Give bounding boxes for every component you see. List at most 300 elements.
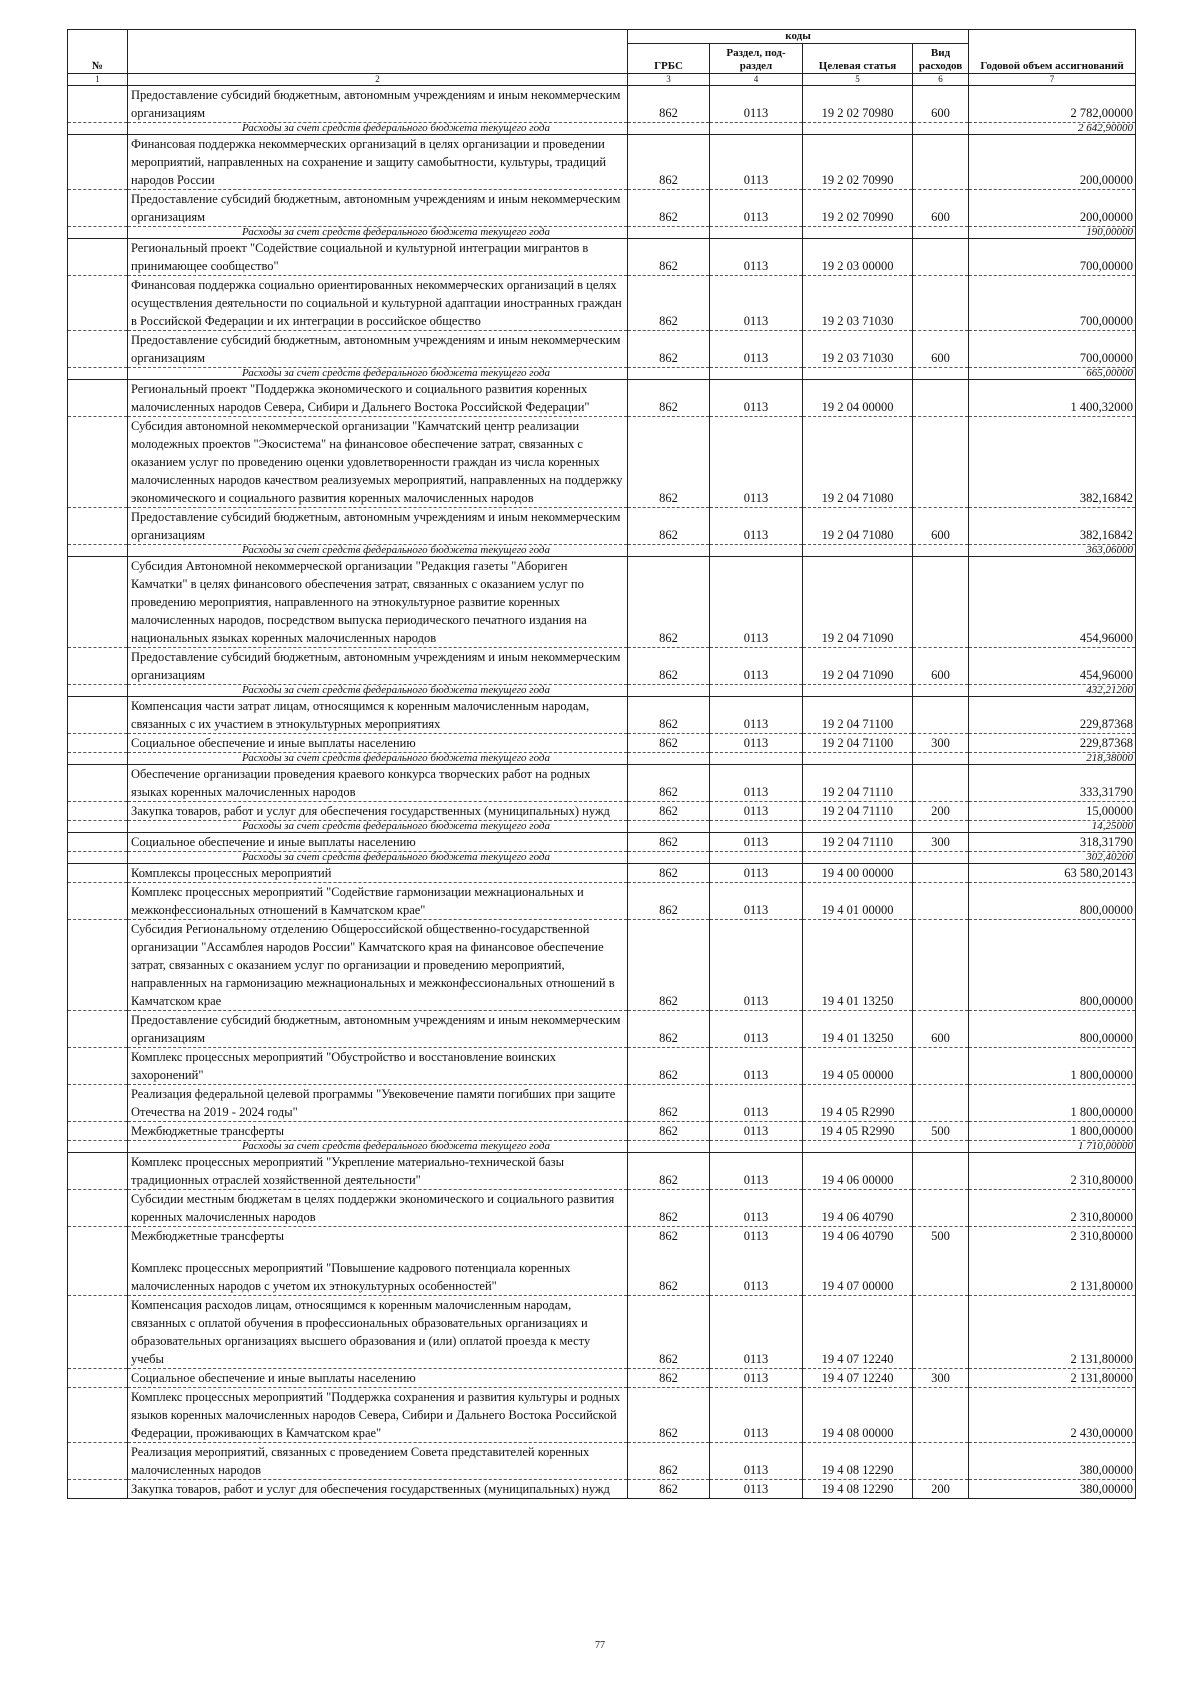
amount-cell: 665,00000 <box>969 368 1136 380</box>
expense-type-cell <box>913 227 969 239</box>
expense-type-cell <box>913 852 969 864</box>
name-cell: Расходы за счет средств федерального бюджета текущего года <box>128 1141 628 1153</box>
header-colnum: 6 <box>913 74 969 86</box>
expense-type-cell <box>913 920 969 1011</box>
num-cell <box>68 86 128 123</box>
name-cell: Предоставление субсидий бюджетным, автономным учреждениям и иным некоммерческим организациям <box>128 190 628 227</box>
amount-cell: 2 310,80000 <box>969 1153 1136 1190</box>
page-number: 77 <box>595 1640 605 1651</box>
target-cell: 19 2 04 00000 <box>803 380 913 417</box>
header-codes: коды <box>628 30 969 44</box>
section-cell: 0113 <box>710 697 803 734</box>
header-num: № <box>68 30 128 74</box>
amount-cell: 454,96000 <box>969 648 1136 685</box>
amount-cell: 190,00000 <box>969 227 1136 239</box>
federal-budget-row <box>68 685 1136 697</box>
expense-type-cell <box>913 1259 969 1296</box>
name-cell: Региональный проект "Поддержка экономического и социального развития коренных малочисленных народов Севера, Сибири и Дальнего Востока Российской Федерации" <box>128 380 628 417</box>
target-cell: 19 4 06 40790 <box>803 1190 913 1227</box>
target-cell <box>803 685 913 697</box>
num-cell <box>68 734 128 753</box>
section-cell: 0113 <box>710 920 803 1011</box>
expense-type-cell: 600 <box>913 86 969 123</box>
name-cell: Предоставление субсидий бюджетным, автономным учреждениям и иным некоммерческим организациям <box>128 648 628 685</box>
amount-cell: 380,00000 <box>969 1480 1136 1499</box>
expense-type-cell: 600 <box>913 190 969 227</box>
grbs-cell: 862 <box>628 765 710 802</box>
num-cell <box>68 753 128 765</box>
amount-cell: 2 782,00000 <box>969 86 1136 123</box>
section-cell: 0113 <box>710 883 803 920</box>
num-cell <box>68 276 128 331</box>
section-cell: 0113 <box>710 1190 803 1227</box>
amount-cell: 15,00000 <box>969 802 1136 821</box>
name-cell: Межбюджетные трансферты <box>128 1227 628 1246</box>
target-cell: 19 2 04 71110 <box>803 833 913 852</box>
section-cell: 0113 <box>710 1388 803 1443</box>
section-cell <box>710 545 803 557</box>
target-cell: 19 4 01 00000 <box>803 883 913 920</box>
amount-cell: 454,96000 <box>969 557 1136 648</box>
budget-table <box>67 29 1136 1499</box>
target-cell: 19 2 04 71110 <box>803 802 913 821</box>
table-row <box>68 190 1136 227</box>
federal-budget-row <box>68 852 1136 864</box>
table-body <box>68 86 1136 1499</box>
num-cell <box>68 331 128 368</box>
amount-cell: 2 310,80000 <box>969 1190 1136 1227</box>
num-cell <box>68 697 128 734</box>
table-row <box>68 1480 1136 1499</box>
expense-type-cell <box>913 883 969 920</box>
grbs-cell <box>628 123 710 135</box>
grbs-cell: 862 <box>628 697 710 734</box>
amount-cell: 380,00000 <box>969 1443 1136 1480</box>
num-cell <box>68 802 128 821</box>
section-cell <box>710 368 803 380</box>
header-colnum: 4 <box>710 74 803 86</box>
table-row <box>68 331 1136 368</box>
grbs-cell: 862 <box>628 1388 710 1443</box>
table-row <box>68 86 1136 123</box>
grbs-cell: 862 <box>628 276 710 331</box>
name-cell: Региональный проект "Содействие социальной и культурной интеграции мигрантов в принимающее сообщество" <box>128 239 628 276</box>
name-cell: Расходы за счет средств федерального бюджета текущего года <box>128 852 628 864</box>
section-cell: 0113 <box>710 1369 803 1388</box>
name-cell: Компенсация части затрат лицам, относящимся к коренным малочисленным народам, связанных с их участием в этнокультурных мероприятиях <box>128 697 628 734</box>
amount-cell: 700,00000 <box>969 276 1136 331</box>
expense-type-cell <box>913 1190 969 1227</box>
num-cell <box>68 545 128 557</box>
num-cell <box>68 1153 128 1190</box>
section-cell: 0113 <box>710 648 803 685</box>
name-cell: Компенсация расходов лицам, относящимся к коренным малочисленным народам, связанных с оплатой обучения в профессиональных образовательных организациях и образовательных организациях высшего образования и (или) оплатой проезда к месту учебы <box>128 1296 628 1369</box>
grbs-cell: 862 <box>628 1296 710 1369</box>
grbs-cell: 862 <box>628 1259 710 1296</box>
num-cell <box>68 1480 128 1499</box>
table-row <box>68 802 1136 821</box>
expense-type-cell: 600 <box>913 1011 969 1048</box>
expense-type-cell <box>913 1443 969 1480</box>
target-cell: 19 4 01 13250 <box>803 1011 913 1048</box>
target-cell <box>803 1141 913 1153</box>
num-cell <box>68 1048 128 1085</box>
federal-budget-row <box>68 123 1136 135</box>
name-cell: Субсидия Автономной некоммерческой организации "Редакция газеты "Абориген Камчатки" в целях финансового обеспечения затрат, связанных с оказанием услуг по проведению мероприятия, направленного на этнокультурное развитие коренных малочисленных народов, посредством выпуска периодического печатного издания на национальных языках коренных малочисленных народов <box>128 557 628 648</box>
section-cell: 0113 <box>710 1153 803 1190</box>
table-row <box>68 1369 1136 1388</box>
section-cell: 0113 <box>710 380 803 417</box>
amount-cell: 2 310,80000 <box>969 1227 1136 1246</box>
section-cell: 0113 <box>710 417 803 508</box>
grbs-cell: 862 <box>628 331 710 368</box>
table-row <box>68 1190 1136 1227</box>
amount-cell: 302,40200 <box>969 852 1136 864</box>
name-cell: Предоставление субсидий бюджетным, автономным учреждениям и иным некоммерческим организациям <box>128 508 628 545</box>
name-cell: Расходы за счет средств федерального бюджета текущего года <box>128 227 628 239</box>
spacer-cell <box>128 1245 628 1259</box>
name-cell: Финансовая поддержка социально ориентированных некоммерческих организаций в целях осуществления деятельности по социальной и культурной адаптации иностранных граждан в Российской Федерации и их интеграции в российское общество <box>128 276 628 331</box>
grbs-cell <box>628 753 710 765</box>
section-cell <box>710 821 803 833</box>
target-cell: 19 4 06 40790 <box>803 1227 913 1246</box>
section-cell: 0113 <box>710 1085 803 1122</box>
num-cell <box>68 123 128 135</box>
section-cell: 0113 <box>710 1122 803 1141</box>
header-name <box>128 30 628 74</box>
grbs-cell <box>628 227 710 239</box>
target-cell: 19 4 00 00000 <box>803 864 913 883</box>
table-row <box>68 1259 1136 1296</box>
header-expense-type: Вид расходов <box>913 44 969 74</box>
num-cell <box>68 833 128 852</box>
amount-cell: 1 710,00000 <box>969 1141 1136 1153</box>
name-cell: Закупка товаров, работ и услуг для обеспечения государственных (муниципальных) нужд <box>128 802 628 821</box>
target-cell: 19 4 08 00000 <box>803 1388 913 1443</box>
header-grbs: ГРБС <box>628 44 710 74</box>
table-row <box>68 1296 1136 1369</box>
grbs-cell: 862 <box>628 734 710 753</box>
num-cell <box>68 821 128 833</box>
amount-cell: 1 800,00000 <box>969 1085 1136 1122</box>
expense-type-cell <box>913 545 969 557</box>
table-row <box>68 920 1136 1011</box>
section-cell <box>710 123 803 135</box>
name-cell: Социальное обеспечение и иные выплаты населению <box>128 833 628 852</box>
header-colnum: 7 <box>969 74 1136 86</box>
header-colnum: 1 <box>68 74 128 86</box>
amount-cell: 700,00000 <box>969 331 1136 368</box>
name-cell: Расходы за счет средств федерального бюджета текущего года <box>128 368 628 380</box>
expense-type-cell <box>913 1048 969 1085</box>
grbs-cell: 862 <box>628 135 710 190</box>
grbs-cell: 862 <box>628 86 710 123</box>
expense-type-cell <box>913 417 969 508</box>
num-cell <box>68 135 128 190</box>
section-cell <box>710 685 803 697</box>
grbs-cell <box>628 852 710 864</box>
num-cell <box>68 1122 128 1141</box>
expense-type-cell: 300 <box>913 734 969 753</box>
num-cell <box>68 1388 128 1443</box>
target-cell: 19 4 07 00000 <box>803 1259 913 1296</box>
expense-type-cell <box>913 123 969 135</box>
name-cell: Обеспечение организации проведения краевого конкурса творческих работ на родных языках коренных малочисленных народов <box>128 765 628 802</box>
amount-cell: 333,31790 <box>969 765 1136 802</box>
table-row <box>68 833 1136 852</box>
target-cell: 19 4 08 12290 <box>803 1443 913 1480</box>
amount-cell: 2 131,80000 <box>969 1369 1136 1388</box>
name-cell: Реализация мероприятий, связанных с проведением Совета представителей коренных малочисленных народов <box>128 1443 628 1480</box>
amount-cell: 2 430,00000 <box>969 1388 1136 1443</box>
target-cell: 19 2 02 70990 <box>803 190 913 227</box>
federal-budget-row <box>68 545 1136 557</box>
grbs-cell: 862 <box>628 1227 710 1246</box>
amount-cell: 800,00000 <box>969 1011 1136 1048</box>
num-cell <box>68 227 128 239</box>
name-cell: Расходы за счет средств федерального бюджета текущего года <box>128 753 628 765</box>
name-cell: Комплексы процессных мероприятий <box>128 864 628 883</box>
table-row <box>68 734 1136 753</box>
section-cell: 0113 <box>710 331 803 368</box>
section-cell: 0113 <box>710 1480 803 1499</box>
name-cell: Предоставление субсидий бюджетным, автономным учреждениям и иным некоммерческим организациям <box>128 1011 628 1048</box>
grbs-cell: 862 <box>628 1085 710 1122</box>
name-cell: Комплекс процессных мероприятий "Содействие гармонизации межнациональных и межконфессиональных отношений в Камчатском крае" <box>128 883 628 920</box>
spacer-cell <box>68 1245 128 1259</box>
table-row <box>68 765 1136 802</box>
expense-type-cell <box>913 685 969 697</box>
expense-type-cell: 200 <box>913 1480 969 1499</box>
num-cell <box>68 417 128 508</box>
federal-budget-row <box>68 753 1136 765</box>
table-row <box>68 508 1136 545</box>
expense-type-cell: 200 <box>913 802 969 821</box>
amount-cell: 432,21200 <box>969 685 1136 697</box>
amount-cell: 218,38000 <box>969 753 1136 765</box>
section-cell: 0113 <box>710 1011 803 1048</box>
num-cell <box>68 239 128 276</box>
table-row <box>68 1048 1136 1085</box>
expense-type-cell <box>913 380 969 417</box>
target-cell: 19 4 05 00000 <box>803 1048 913 1085</box>
table-row <box>68 864 1136 883</box>
num-cell <box>68 1369 128 1388</box>
expense-type-cell <box>913 276 969 331</box>
target-cell: 19 2 04 71090 <box>803 648 913 685</box>
name-cell: Субсидия Региональному отделению Общероссийской общественно-государственной организации "Ассамблея народов России" Камчатского края на финансовое обеспечение затрат, связанных с оказанием услуг по организации и проведению мероприятий, направленных на гармонизацию межнациональных и межконфессиональных отношений в Камчатском крае <box>128 920 628 1011</box>
table-row <box>68 380 1136 417</box>
name-cell: Субсидия автономной некоммерческой организации "Камчатский центр реализации молодежных проектов "Экосистема" на финансовое обеспечение затрат, связанных с оказанием услуг по проведению оценки удовлетворенности граждан из числа коренных малочисленных народов качеством реализуемых мероприятий, направленных на поддержку экономического и социального развития коренных малочисленных народов <box>128 417 628 508</box>
grbs-cell: 862 <box>628 557 710 648</box>
num-cell <box>68 765 128 802</box>
grbs-cell <box>628 821 710 833</box>
section-cell: 0113 <box>710 86 803 123</box>
num-cell <box>68 920 128 1011</box>
target-cell: 19 4 06 00000 <box>803 1153 913 1190</box>
expense-type-cell <box>913 1141 969 1153</box>
section-cell <box>710 852 803 864</box>
name-cell: Финансовая поддержка некоммерческих организаций в целях организации и проведении мероприятий, направленных на сохранение и защиту самобытности, культуры, традиций народов России <box>128 135 628 190</box>
target-cell: 19 2 04 71090 <box>803 557 913 648</box>
federal-budget-row <box>68 821 1136 833</box>
target-cell: 19 2 03 71030 <box>803 331 913 368</box>
grbs-cell: 862 <box>628 508 710 545</box>
expense-type-cell <box>913 1296 969 1369</box>
target-cell: 19 2 04 71100 <box>803 734 913 753</box>
num-cell <box>68 190 128 227</box>
table-header <box>68 30 1136 86</box>
grbs-cell: 862 <box>628 1048 710 1085</box>
grbs-cell: 862 <box>628 190 710 227</box>
spacer-cell <box>710 1245 803 1259</box>
spacer-row <box>68 1245 1136 1259</box>
expense-type-cell: 500 <box>913 1122 969 1141</box>
num-cell <box>68 852 128 864</box>
num-cell <box>68 648 128 685</box>
target-cell: 19 4 05 R2990 <box>803 1122 913 1141</box>
expense-type-cell <box>913 753 969 765</box>
target-cell: 19 2 04 71080 <box>803 417 913 508</box>
amount-cell: 363,06000 <box>969 545 1136 557</box>
grbs-cell <box>628 545 710 557</box>
num-cell <box>68 1085 128 1122</box>
grbs-cell: 862 <box>628 1153 710 1190</box>
target-cell: 19 4 05 R2990 <box>803 1085 913 1122</box>
amount-cell: 14,25000 <box>969 821 1136 833</box>
grbs-cell: 862 <box>628 380 710 417</box>
num-cell <box>68 1190 128 1227</box>
table-row <box>68 883 1136 920</box>
amount-cell: 200,00000 <box>969 190 1136 227</box>
grbs-cell: 862 <box>628 1122 710 1141</box>
expense-type-cell: 300 <box>913 833 969 852</box>
expense-type-cell: 600 <box>913 648 969 685</box>
amount-cell: 700,00000 <box>969 239 1136 276</box>
num-cell <box>68 685 128 697</box>
name-cell: Предоставление субсидий бюджетным, автономным учреждениям и иным некоммерческим организациям <box>128 86 628 123</box>
section-cell: 0113 <box>710 802 803 821</box>
num-cell <box>68 557 128 648</box>
target-cell <box>803 821 913 833</box>
header-section: Раздел, под-раздел <box>710 44 803 74</box>
name-cell: Расходы за счет средств федерального бюджета текущего года <box>128 821 628 833</box>
section-cell: 0113 <box>710 557 803 648</box>
amount-cell: 1 800,00000 <box>969 1122 1136 1141</box>
expense-type-cell: 300 <box>913 1369 969 1388</box>
section-cell: 0113 <box>710 765 803 802</box>
grbs-cell <box>628 368 710 380</box>
spacer-cell <box>803 1245 913 1259</box>
num-cell <box>68 1443 128 1480</box>
amount-cell: 1 400,32000 <box>969 380 1136 417</box>
target-cell: 19 2 02 70980 <box>803 86 913 123</box>
section-cell: 0113 <box>710 1259 803 1296</box>
name-cell: Предоставление субсидий бюджетным, автономным учреждениям и иным некоммерческим организациям <box>128 331 628 368</box>
name-cell: Социальное обеспечение и иные выплаты населению <box>128 734 628 753</box>
amount-cell: 2 642,90000 <box>969 123 1136 135</box>
grbs-cell: 862 <box>628 1011 710 1048</box>
name-cell: Реализация федеральной целевой программы "Увековечение памяти погибших при защите Отечества на 2019 - 2024 годы" <box>128 1085 628 1122</box>
header-colnum: 3 <box>628 74 710 86</box>
amount-cell: 800,00000 <box>969 883 1136 920</box>
section-cell <box>710 1141 803 1153</box>
grbs-cell: 862 <box>628 1190 710 1227</box>
expense-type-cell <box>913 1085 969 1122</box>
table-row <box>68 1085 1136 1122</box>
amount-cell: 229,87368 <box>969 697 1136 734</box>
grbs-cell: 862 <box>628 1443 710 1480</box>
table-row <box>68 1153 1136 1190</box>
expense-type-cell <box>913 557 969 648</box>
expense-type-cell: 600 <box>913 508 969 545</box>
table-row <box>68 648 1136 685</box>
header-target: Целевая статья <box>803 44 913 74</box>
name-cell: Социальное обеспечение и иные выплаты населению <box>128 1369 628 1388</box>
expense-type-cell <box>913 368 969 380</box>
num-cell <box>68 1227 128 1246</box>
target-cell: 19 4 07 12240 <box>803 1369 913 1388</box>
num-cell <box>68 883 128 920</box>
header-colnum: 2 <box>128 74 628 86</box>
grbs-cell <box>628 685 710 697</box>
target-cell: 19 4 08 12290 <box>803 1480 913 1499</box>
table-row <box>68 1227 1136 1246</box>
target-cell <box>803 368 913 380</box>
name-cell: Комплекс процессных мероприятий "Укрепление материально-технической базы традиционных отраслей хозяйственной деятельности" <box>128 1153 628 1190</box>
target-cell <box>803 545 913 557</box>
num-cell <box>68 1011 128 1048</box>
table-row <box>68 239 1136 276</box>
section-cell: 0113 <box>710 1048 803 1085</box>
grbs-cell: 862 <box>628 648 710 685</box>
expense-type-cell <box>913 864 969 883</box>
federal-budget-row <box>68 1141 1136 1153</box>
spacer-cell <box>628 1245 710 1259</box>
num-cell <box>68 380 128 417</box>
name-cell: Расходы за счет средств федерального бюджета текущего года <box>128 123 628 135</box>
target-cell: 19 2 04 71080 <box>803 508 913 545</box>
section-cell: 0113 <box>710 508 803 545</box>
spacer-cell <box>969 1245 1136 1259</box>
table-row <box>68 1122 1136 1141</box>
amount-cell: 200,00000 <box>969 135 1136 190</box>
name-cell: Расходы за счет средств федерального бюджета текущего года <box>128 545 628 557</box>
target-cell <box>803 227 913 239</box>
name-cell: Комплекс процессных мероприятий "Поддержка сохранения и развития культуры и родных языков коренных малочисленных народов Севера, Сибири и Дальнего Востока Российской Федерации, проживающих в Камчатском крае" <box>128 1388 628 1443</box>
num-cell <box>68 1141 128 1153</box>
amount-cell: 63 580,20143 <box>969 864 1136 883</box>
amount-cell: 800,00000 <box>969 920 1136 1011</box>
name-cell: Субсидии местным бюджетам в целях поддержки экономического и социального развития коренных малочисленных народов <box>128 1190 628 1227</box>
amount-cell: 2 131,80000 <box>969 1296 1136 1369</box>
grbs-cell: 862 <box>628 1480 710 1499</box>
num-cell <box>68 508 128 545</box>
name-cell: Комплекс процессных мероприятий "Повышение кадрового потенциала коренных малочисленных народов с учетом их этнокультурных особенностей" <box>128 1259 628 1296</box>
table-row <box>68 1443 1136 1480</box>
table-row <box>68 557 1136 648</box>
num-cell <box>68 864 128 883</box>
section-cell: 0113 <box>710 276 803 331</box>
target-cell: 19 2 04 71100 <box>803 697 913 734</box>
name-cell: Межбюджетные трансферты <box>128 1122 628 1141</box>
amount-cell: 318,31790 <box>969 833 1136 852</box>
grbs-cell: 862 <box>628 802 710 821</box>
header-annual: Годовой объем ассигнований <box>969 30 1136 74</box>
target-cell: 19 2 03 00000 <box>803 239 913 276</box>
target-cell <box>803 852 913 864</box>
grbs-cell: 862 <box>628 833 710 852</box>
